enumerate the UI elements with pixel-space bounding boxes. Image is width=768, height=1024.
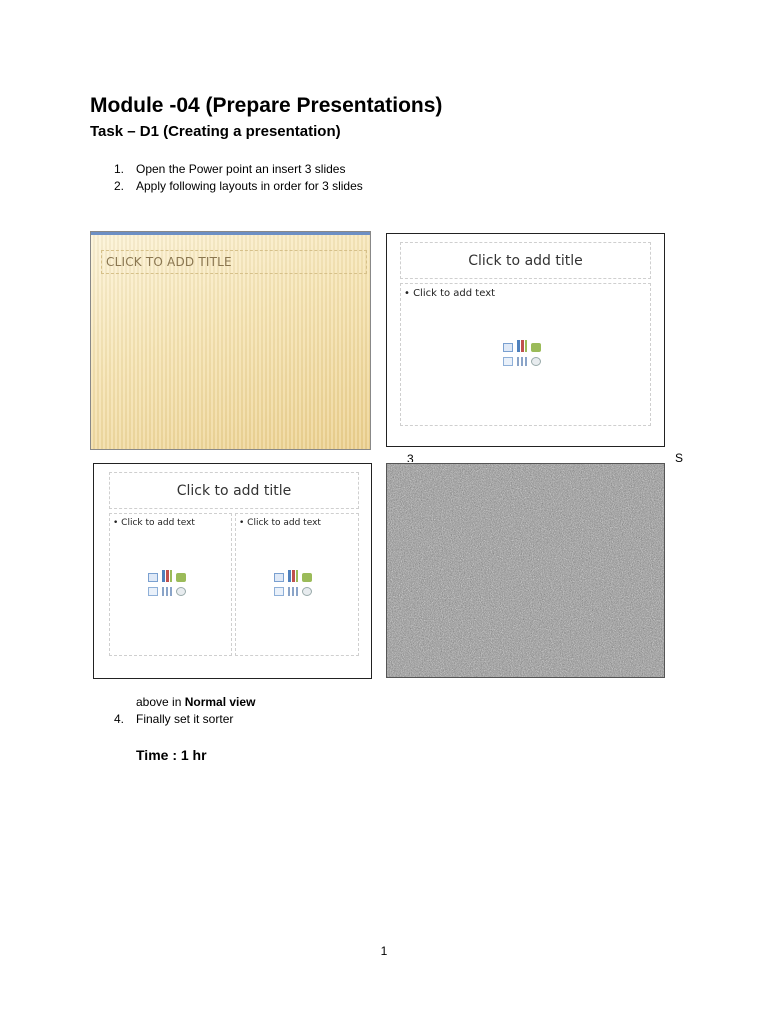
smartart-icon[interactable]: [302, 573, 312, 582]
noise-texture: [387, 464, 665, 678]
title-placeholder-text: Click to add title: [468, 252, 583, 269]
media-icon[interactable]: [302, 587, 312, 596]
title-placeholder[interactable]: [400, 242, 651, 279]
step-2: [0, 179, 768, 195]
page-title: Module -04 (Prepare Presentations): [90, 94, 443, 117]
title-placeholder[interactable]: [109, 472, 359, 509]
media-icon[interactable]: [176, 587, 186, 596]
step-1: [0, 162, 768, 178]
slide-title-only: [90, 231, 371, 450]
picture-icon[interactable]: [503, 357, 513, 366]
table-icon[interactable]: [503, 343, 513, 352]
picture-icon[interactable]: [274, 587, 284, 596]
smartart-icon[interactable]: [176, 573, 186, 582]
stray-letter: S: [675, 451, 684, 465]
content-placeholder[interactable]: [400, 283, 651, 426]
media-icon[interactable]: [531, 357, 541, 366]
time-label: Time : 1 hr: [136, 747, 207, 763]
step-number: 4.: [114, 712, 125, 726]
slide-title-and-content: [386, 233, 665, 447]
table-icon[interactable]: [148, 573, 158, 582]
step-text: Open the Power point an insert 3 slides: [136, 162, 346, 176]
step-4: [0, 712, 768, 728]
insert-content-icons: [148, 570, 196, 600]
step-number: 1.: [114, 162, 125, 176]
smartart-icon[interactable]: [531, 343, 541, 352]
step-3-continuation: [136, 695, 255, 709]
normal-view-label: Normal view: [184, 695, 256, 709]
slide-top-bar: [91, 232, 371, 235]
step-text: Finally set it sorter: [136, 712, 234, 726]
chart-icon[interactable]: [517, 340, 527, 352]
picture-icon[interactable]: [148, 587, 158, 596]
slide-two-content: [93, 463, 372, 679]
left-content-placeholder[interactable]: [109, 513, 232, 656]
title-placeholder-text: CLICK TO ADD TITLE: [106, 255, 232, 269]
clipart-icon[interactable]: [517, 357, 527, 366]
chart-icon[interactable]: [288, 570, 298, 582]
step-number: 2.: [114, 179, 125, 193]
step-3-text-prefix: above in: [136, 695, 185, 709]
clipart-icon[interactable]: [288, 587, 298, 596]
insert-content-icons: [503, 340, 551, 370]
step-text: Apply following layouts in order for 3 slides: [136, 179, 363, 193]
chart-icon[interactable]: [162, 570, 172, 582]
content-placeholder-text: • Click to add text: [404, 288, 496, 299]
insert-content-icons: [274, 570, 322, 600]
title-placeholder-text: Click to add title: [176, 482, 292, 499]
task-heading: Task – D1 (Creating a presentation): [90, 123, 341, 140]
table-icon[interactable]: [274, 573, 284, 582]
page-number: 1: [380, 944, 388, 958]
step-3-number-fragment: 3: [407, 452, 414, 462]
content-placeholder-text: • Click to add text: [239, 518, 321, 528]
noise-image: [386, 463, 665, 678]
right-content-placeholder[interactable]: [235, 513, 359, 656]
content-placeholder-text: • Click to add text: [113, 518, 195, 528]
title-placeholder[interactable]: [101, 250, 367, 274]
clipart-icon[interactable]: [162, 587, 172, 596]
